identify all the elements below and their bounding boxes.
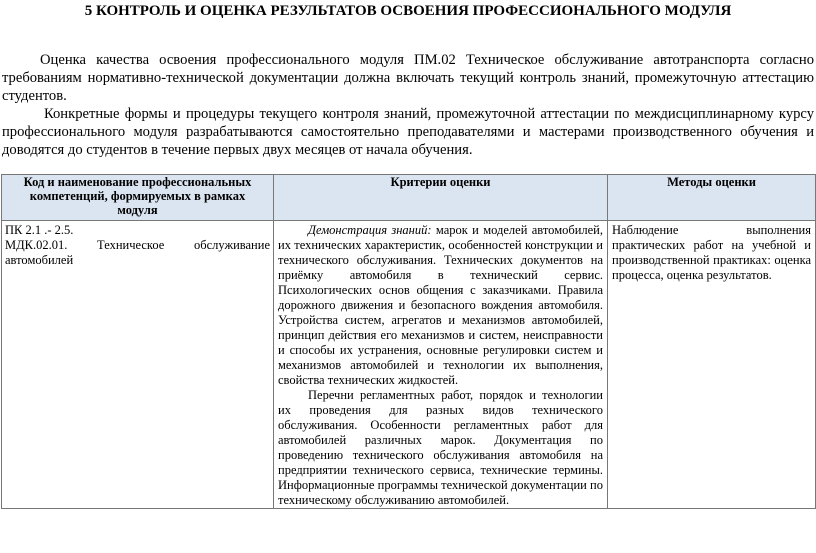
criteria-text: марок и моделей автомобилей, их технических характеристик, особенностей конструкции и технического обслуживания. Технических документов на приёмку автомобиля в технический сервис. Психологических основ общения с заказчиками. Правила дорожного движения и безопасного вождения автомобиля. Устройства систем, агрегатов и механизмов автомобилей, принцип действия его механизмов и систем, неисправности и способы их устранения, основные регулировки систем и механизмов автомобилей и технологии их выполнения, свойства технических жидкостей. <box>278 223 603 387</box>
header-competencies: Код и наименование профессиональных компетенций, формируемых в рамках модуля <box>2 175 274 221</box>
criteria-label: Демонстрация знаний: <box>308 223 432 237</box>
course-name: МДК.02.01. Техническое обслуживание автомобилей <box>5 238 270 267</box>
criteria-paragraph-2: Перечни регламентных работ, порядок и технологии их проведения для разных видов технического обслуживания. Особенности регламентных работ для автомобилей различных марок. Документация по проведению технического обслуживания автомобиля на предприятии технического сервиса, технические термины. Информационные программы технической документации по техническому обслуживанию автомобилей. <box>278 388 603 507</box>
competency-code: ПК 2.1 .- 2.5. <box>5 223 74 237</box>
methods-cell: Наблюдение выполнения практических работ на учебной и производственной практиках: оценка процесса, оценка результатов. <box>608 221 816 509</box>
header-methods: Методы оценки <box>608 175 816 221</box>
table-header-row <box>2 175 816 221</box>
header-criteria: Критерии оценки <box>274 175 608 221</box>
criteria-cell <box>274 221 608 509</box>
intro-paragraph: Оценка качества освоения профессионального модуля ПМ.02 Техническое обслуживание автотранспорта согласно требованиям нормативно-технической документации должна включать текущий контроль знаний, промежуточную аттестацию студентов. <box>2 52 814 104</box>
assessment-table <box>1 174 816 509</box>
criteria-paragraph <box>278 223 603 388</box>
procedures-paragraph: Конкретные формы и процедуры текущего контроля знаний, промежуточной аттестации по междисциплинарному курсу профессионального модуля разрабатываются самостоятельно преподавателями и мастерами производственного обучения и доводятся до студентов в течение первых двух месяцев от начала обучения. <box>2 106 814 158</box>
section-title: 5 КОНТРОЛЬ И ОЦЕНКА РЕЗУЛЬТАТОВ ОСВОЕНИЯ ПРОФЕССИОНАЛЬНОГО МОДУЛЯ <box>84 3 732 19</box>
competency-cell <box>2 221 274 509</box>
table-row <box>2 221 816 509</box>
